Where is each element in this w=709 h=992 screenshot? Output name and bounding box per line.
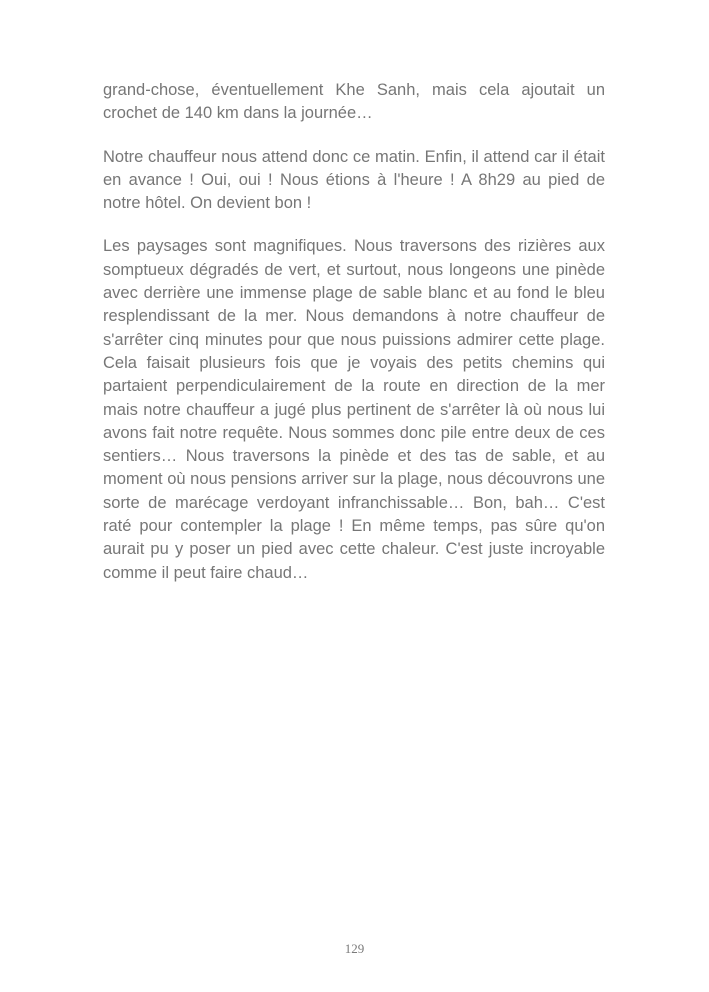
page-number: 129	[344, 941, 365, 956]
paragraph-2: Notre chauffeur nous attend donc ce matin. Enfin, il attend car il était en avance ! Oui, oui ! Nous étions à l'heure ! A 8h29 au pied de notre hôtel. On devient bon !	[103, 147, 605, 213]
paragraph-1: grand-chose, éventuellement Khe Sanh, mais cela ajoutait un crochet de 140 km dans la journée…	[103, 81, 605, 123]
paragraph-3: Les paysages sont magnifiques. Nous traversons des rizières aux somptueux dégradés de vert, et surtout, nous longeons une pinède avec derrière une immense plage de sable blanc et au fond le bleu resplendissant de la mer. Nous demandons à notre chauffeur de s'arrêter cinq minutes pour que nous puissions admirer cette plage. Cela faisait plusieurs fois que je voyais des petits chemins qui partaient perpendiculairement de la route en direction de la mer mais notre chauffeur a jugé plus pertinent de s'arrêter là où nous lui avons fait notre requête. Nous sommes donc pile entre deux de ces sentiers… Nous traversons la pinède et des tas de sable, et au moment où nous pensions arriver sur la plage, nous découvrons une sorte de marécage verdoyant infranchissable… Bon, bah… C'est raté pour contempler la plage ! En même temps, pas sûre qu'on aurait pu y poser un pied avec cette chaleur. C'est juste incroyable comme il peut faire chaud…	[103, 237, 605, 582]
text-block	[103, 79, 605, 585]
